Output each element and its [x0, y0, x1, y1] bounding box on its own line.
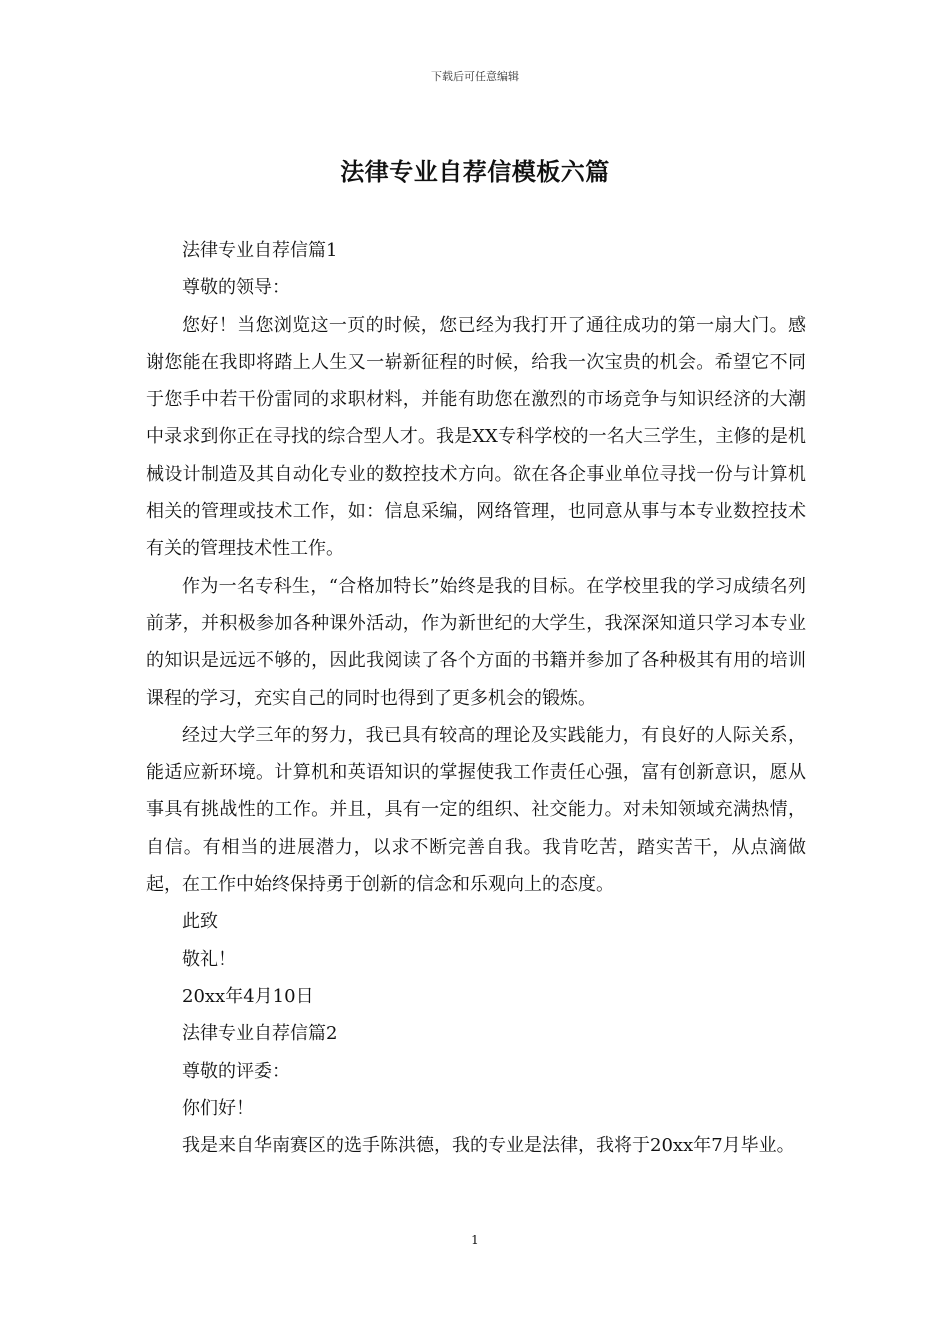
document-title: 法律专业自荐信模板六篇 — [340, 158, 610, 186]
document-body — [146, 232, 806, 1164]
closing-line: 此致 — [182, 911, 218, 933]
salutation-2: 尊敬的评委： — [182, 1060, 290, 1082]
section-heading-1: 法律专业自荐信篇1 — [182, 240, 338, 261]
body-paragraph-4: 我是来自华南赛区的选手陈洪德，我的专业是法律，我将于20xx年7月毕业。 — [182, 1135, 795, 1157]
section-heading-2: 法律专业自荐信篇2 — [182, 1023, 338, 1045]
salutation-1: 尊敬的领导： — [182, 277, 290, 299]
page-number: 1 — [471, 1233, 479, 1247]
body-paragraph-3: 经过大学三年的努力，我已具有较高的理论及实践能力，有良好的人际关系，能适应新环境。计算机和英语知识的掌握使我工作责任心强，富有创新意识，愿从事具有挑战性的工作。并且，具有一定的组织、社交能力。对未知领域充满热情，自信。有相当的进展潜力，以求不断完善自我。我肯吃苦，踏实苦干，从点滴做起，在工作中始终保持勇于创新的信念和乐观向上的态度。 — [146, 724, 806, 896]
closing-regards: 敬礼！ — [182, 948, 236, 970]
body-paragraph-1: 您好！当您浏览这一页的时候，您已经为我打开了通往成功的第一扇大门。感谢您能在我即将踏上人生又一崭新征程的时候，给我一次宝贵的机会。希望它不同于您手中若干份雷同的求职材料，并能有助您在激烈的市场竞争与知识经济的大潮中录求到你正在寻找的综合型人才。我是XX专科学校的一名大三学生，主修的是机械设计制造及其自动化专业的数控技术方向。欲在各企事业单位寻找一份与计算机相关的管理或技术工作，如：信息采编，网络管理，也同意从事与本专业数控技术有关的管理技术性工作。 — [146, 314, 806, 560]
page-header-note: 下载后可任意编辑 — [431, 70, 519, 83]
letter-date: 20xx年4月10日 — [182, 985, 314, 1007]
body-paragraph-2: 作为一名专科生，“合格加特长”始终是我的目标。在学校里我的学习成绩名列前茅，并积极参加各种课外活动，作为新世纪的大学生，我深深知道只学习本专业的知识是远远不够的，因此我阅读了各个方面的书籍并参加了各种极其有用的培训课程的学习，充实自己的同时也得到了更多机会的锻炼。 — [146, 575, 806, 709]
greeting-2: 你们好！ — [182, 1097, 254, 1119]
